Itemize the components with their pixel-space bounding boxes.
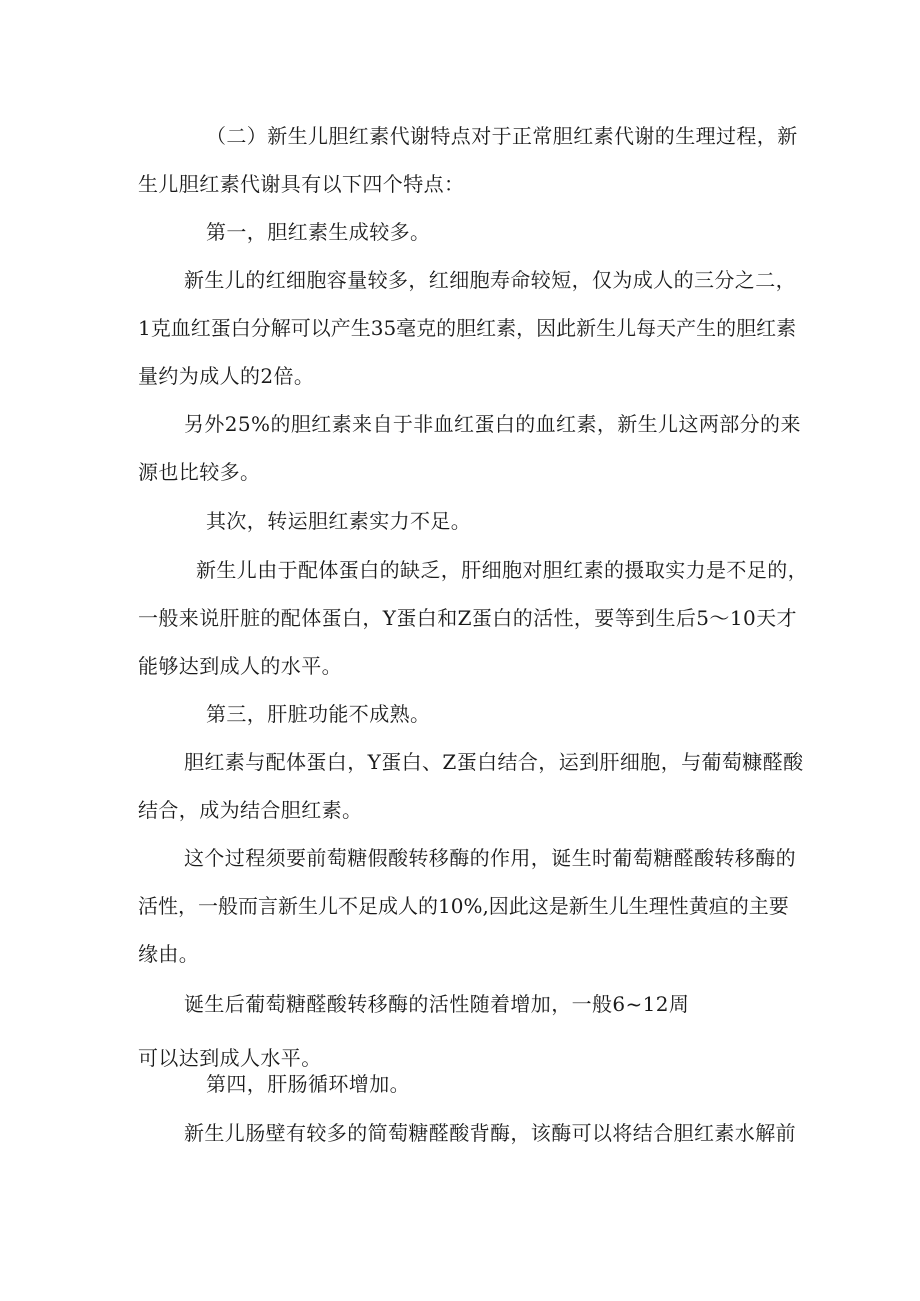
section-heading: 第四，肝肠循环增加。	[206, 1072, 410, 1096]
text-line: 另外25%的胆红素来自于非血红蛋白的血红素，新生儿这两部分的来	[184, 412, 801, 436]
text-line: 生儿胆红素代谢具有以下四个特点：	[138, 172, 465, 196]
text-line: （二）新生儿胆红素代谢特点对于正常胆红素代谢的生理过程，新	[206, 124, 798, 148]
text-line: 源也比较多。	[138, 460, 261, 484]
text-line: 结合，成为结合胆红素。	[138, 798, 363, 822]
text-line: 新生儿肠壁有较多的简萄糖醛酸背酶，该酶可以将结合胆红素水解前	[184, 1121, 796, 1145]
text-line: 诞生后葡萄糖醛酸转移酶的活性随着增加，一般6~12周	[184, 992, 690, 1016]
text-line: 一般来说肝脏的配体蛋白，Y蛋白和Z蛋白的活性，要等到生后5～10天才	[138, 606, 797, 630]
text-line: 1克血红蛋白分解可以产生35毫克的胆红素，因此新生儿每天产生的胆红素	[138, 316, 797, 340]
text-line: 胆红素与配体蛋白，Y蛋白、Z蛋白结合，运到肝细胞，与葡萄糠醛酸	[184, 750, 804, 774]
text-line: 这个过程须要前萄糖假酸转移酶的作用，诞生时葡萄糖醛酸转移酶的	[184, 846, 796, 870]
text-line: 量约为成人的2倍。	[138, 364, 315, 388]
text-line: 新生儿的红细胞容量较多，红细胞寿命较短，仅为成人的三分之二，	[184, 268, 796, 292]
text-line: 缘由。	[138, 942, 200, 966]
text-line: 新生儿由于配体蛋白的缺乏，肝细胞对胆红素的摄取实力是不足的，	[196, 558, 808, 582]
section-heading: 其次，转运胆红素实力不足。	[206, 509, 472, 533]
section-heading: 第三，肝脏功能不成熟。	[206, 702, 431, 726]
text-line: 活性，一般而言新生儿不足成人的10%,因此这是新生儿生理性黄疸的主要	[138, 894, 789, 918]
section-heading: 第一，胆红素生成较多。	[206, 220, 431, 244]
text-line: 能够达到成人的水平。	[138, 654, 342, 678]
text-line: 可以达到成人水平。	[138, 1046, 322, 1070]
